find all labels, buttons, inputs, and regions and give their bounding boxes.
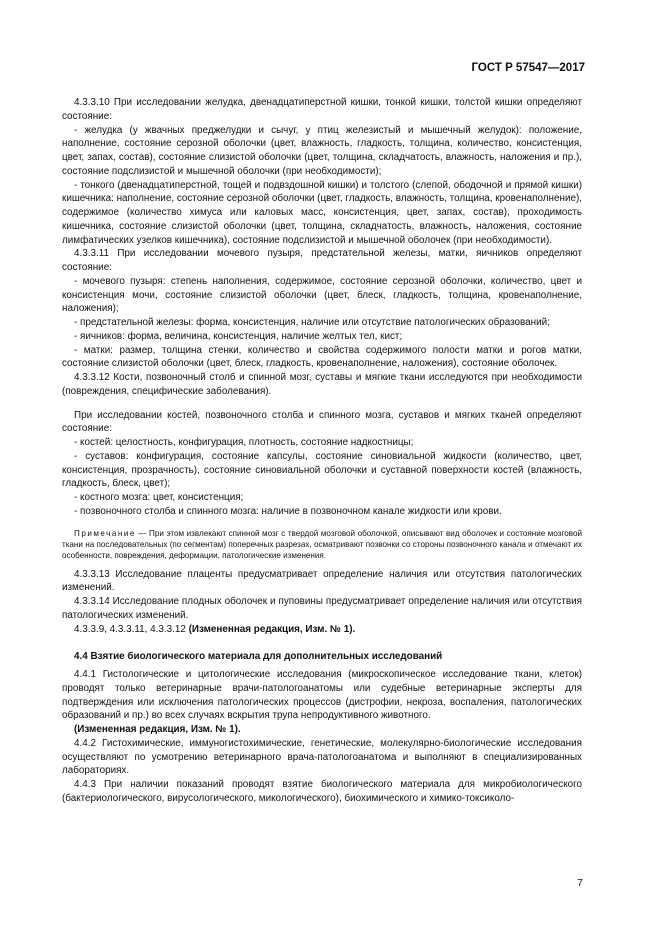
amendment-label-2: (Измененная редакция, Изм. № 1). (74, 724, 241, 736)
list-item-prostate: - предстательной железы: форма, консистенция, наличие или отсутствие патологических образований; (74, 317, 550, 328)
paragraph-4-4-3: 4.4.3 При наличии показаний проводят взятие биологического материала для микробиологического (бактериологического, вирусологического, микологического), биохимического и химико-токсиколо- (62, 779, 582, 804)
list-item-joints: - суставов: конфигурация, состояние капсулы, состояние синовиальной жидкости (количество, цвет, консистенция, прозрачность), состояние синовиальной оболочки и суставной поверхности костей (влажность, гладкость, блеск, цвет); (62, 450, 582, 490)
paragraph-4-3-3-10: 4.3.3.10 При исследовании желудка, двенадцатиперстной кишки, тонкой кишки, толстой кишки определяют состояние: (62, 97, 582, 122)
note-label: Примечание (74, 528, 136, 538)
amendment-refs: 4.3.3.9, 4.3.3.11, 4.3.3.12 (74, 623, 189, 635)
section-title-4-4: 4.4 Взятие биологического материала для дополнительных исследований (74, 651, 443, 663)
amendment-label: (Измененная редакция, Изм. № 1). (188, 623, 356, 635)
document-header: ГОСТ Р 57547—2017 (471, 62, 585, 74)
paragraph-4-3-3-11: 4.3.3.11 При исследовании мочевого пузыря, предстательной железы, матки, яичников определяют состояние: (62, 248, 582, 273)
amendment-note-2 (62, 723, 582, 737)
list-item-spine: - позвоночного столба и спинного мозга: наличие в позвоночном канале жидкости или крови. (74, 505, 502, 517)
list-item-intestine: - тонкого (двенадцатиперстной, тощей и подвздошной кишки) и толстого (слепой, ободочной и прямой кишки) кишечника: наполнение, состояние серозной оболочки (цвет, гладкость, влажность, толщина, кровенаполнение), содержимое (количество химуса или каловых масс, консистенция, цвет, запах, состав), проходимость кишечника, состояние слизистой оболочки (цвет, толщина, складчатость, влажность, наложения, состояние лимфатических узелков кишечника), состояние подслизистой и мышечной оболочек (при необходимости). (62, 179, 582, 246)
paragraph-4-3-3-12: 4.3.3.12 Кости, позвоночный столб и спинной мозг, суставы и мягкие ткани исследуются при необходимости (повреждения, специфические заболевания). (62, 372, 582, 397)
list-item-ovaries: - яичников: форма, величина, консистенция, наличие желтых тел, кист; (74, 330, 403, 342)
paragraph-4-4-2: 4.4.2 Гистохимические, иммуногистохимические, генетические, молекулярно-биологические исследования осуществляют по усмотрению ветеринарного врача-патологоанатома и выполняют в специализированных лабораториях. (62, 737, 582, 777)
list-item-bladder: - мочевого пузыря: степень наполнения, содержимое, состояние серозной оболочки, количество, цвет и консистенция мочи, состояние слизистой оболочки (цвет, блеск, гладкость, толщина, кровенаполнение, наложения); (62, 275, 582, 315)
paragraph-4-3-3-13: 4.3.3.13 Исследование плаценты предусматривает определение наличия или отсутствия патологических изменений. (62, 568, 582, 594)
note-text: — При этом извлекают спинной мозг с твердой мозговой оболочкой, описывают вид оболочек и состояние мозговой ткани на последовательных (по сегментам) поперечных разрезах, осматривают позвонки со стороны позвоночного канала и отмечают их особенности, повреждения, деформации, патологические изменения. (62, 528, 582, 561)
list-item-uterus: - матки: размер, толщина стенки, количество и свойства содержимого полости матки и рогов матки, состояние слизистой оболочки (цвет, блеск, гладкость, кровенаполнение, наложения), состояние оболочек. (62, 344, 582, 370)
paragraph-4-4-1: 4.4.1 Гистологические и цитологические исследования (микроскопическое исследование ткани, клеток) проводят только ветеринарные врачи-патологоанатомы или судебные ветеринарные эксперты для подтверждения или исключения патологических процессов (дистрофии, некроза, воспаления, патологических образований и пр.) во всех случаях вскрытия трупа непродуктивного животного. (62, 669, 582, 722)
list-item-bone-marrow: - костного мозга: цвет, консистенция; (74, 492, 244, 503)
list-item-stomach: - желудка (у жвачных преджелудки и сычуг, у птиц железистый и мышечный желудок): положение, наполнение, состояние серозной оболочки (цвет, влажность, гладкость, толщина, количество, консистенция, цвет, запах, состав), состояние слизистой оболочки (цвет, толщина, складчатость, влажность, наложения и пр.), состояние подслизистой и мышечной оболочки (при необходимости); (62, 124, 582, 177)
list-item-bones: - костей: целостность, конфигурация, плотность, состояние надкостницы; (74, 437, 414, 448)
paragraph-bones-intro: При исследовании костей, позвоночного столба и спинного мозга, суставов и мягких тканей определяют состояние: (62, 409, 582, 435)
page-number: 7 (577, 877, 583, 889)
paragraph-4-3-3-14: 4.3.3.14 Исследование плодных оболочек и пуповины предусматривает определение наличия или отсутствия патологических изменений. (62, 596, 582, 621)
document-body (62, 96, 582, 806)
note (62, 528, 582, 562)
amendment-note-1 (62, 623, 582, 637)
